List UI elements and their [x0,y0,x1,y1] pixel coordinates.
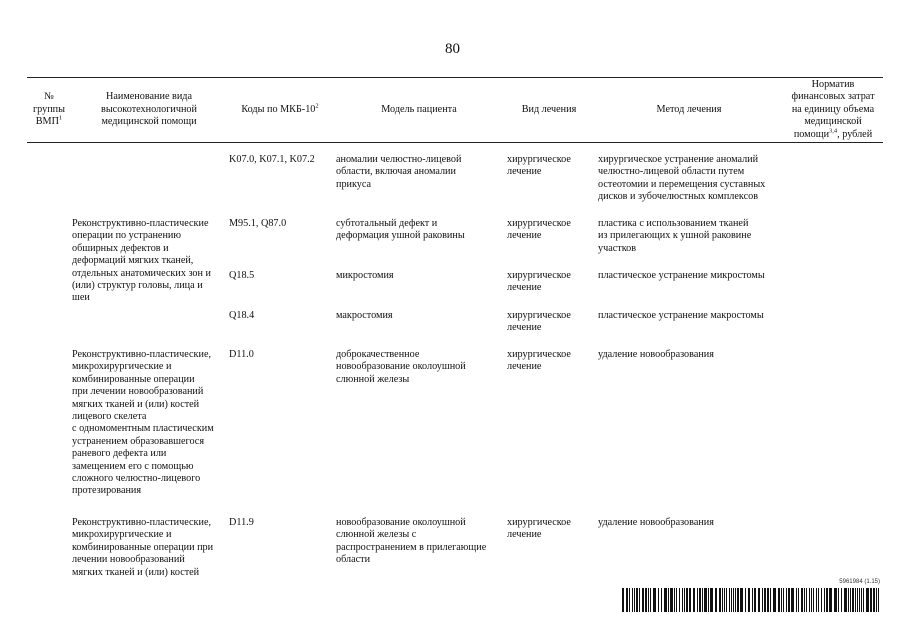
row4-method: пластическое устранение макростомы [598,310,764,321]
page-number: 80 [445,41,460,57]
row1-treatment: хирургическое лечение [507,154,571,178]
row5-codes: D11.0 [229,349,254,360]
row1-model: аномалии челюстно-лицевой области, включая аномалии прикуса [336,154,462,190]
row2-codes: M95.1, Q87.0 [229,218,287,229]
row5-method: удаление новообразования [598,349,714,360]
row3-method: пластическое устранение микростомы [598,270,765,281]
row4-treatment: хирургическое лечение [507,310,571,334]
row6-treatment: хирургическое лечение [507,517,571,541]
row1-codes: K07.0, K07.1, K07.2 [229,154,315,165]
row6-codes: D11.9 [229,517,254,528]
row6-name: Реконструктивно-пластические, микрохирургические и комбинированные операции при лечении новообразований мягких тканей и (или) костей [72,517,214,578]
row6-method: удаление новообразования [598,517,714,528]
table-header-rule [27,142,883,143]
row5-model: доброкачественное новообразование околоушной слюнной железы [336,349,466,385]
row3-model: микростомия [336,270,394,281]
row4-model: макростомия [336,310,393,321]
row2-treatment: хирургическое лечение [507,218,571,242]
row6-model: новообразование околоушной слюнной железы с распространением в прилегающие области [336,517,487,566]
header-group-no: № группы ВМП$^1$ [33,91,65,128]
header-method: Метод лечения [656,103,722,115]
header-treatment: Вид лечения [521,103,577,115]
row2-method: пластика с использованием тканей из прилегающих к ушной раковине участков [598,218,752,254]
header-norm: Норматив финансовых затрат на единицу объема медицинской помощи$^{3,4}$, рублей [791,78,875,140]
header-model: Модель пациента [381,103,457,115]
barcode-icon [622,588,882,612]
row3-treatment: хирургическое лечение [507,270,571,294]
row1-method: хирургическое устранение аномалий челюстно-лицевой области путем остеотомии и перемещения суставных дисков и зубочелюстных комплексов [598,154,766,203]
row4-codes: Q18.4 [229,310,255,321]
row5-name: Реконструктивно-пластические, микрохирургические и комбинированные операции при лечении новообразований мягких тканей и (или) костей лицевого скелета с одномоментным пластическим устранением образовавшегося раневого дефекта или замещением его с помощью сложного челюстно-лицевого протезирования [72,349,214,497]
row2-name: Реконструктивно-пластические операции по устранению обширных дефектов и деформаций мягких тканей, отдельных анатомических зон и (или) структур головы, лица и шеи [72,218,211,304]
barcode-area [622,579,882,613]
row5-treatment: хирургическое лечение [507,349,571,373]
barcode-label: 5961984 (1.15) [839,579,880,585]
header-name: Наименование вида высокотехнологичной медицинской помощи [101,91,197,128]
header-codes: Коды по МКБ-$10^2$ [241,102,319,115]
row2-model: субтотальный дефект и деформация ушной раковины [336,218,465,242]
row3-codes: Q18.5 [229,270,255,281]
